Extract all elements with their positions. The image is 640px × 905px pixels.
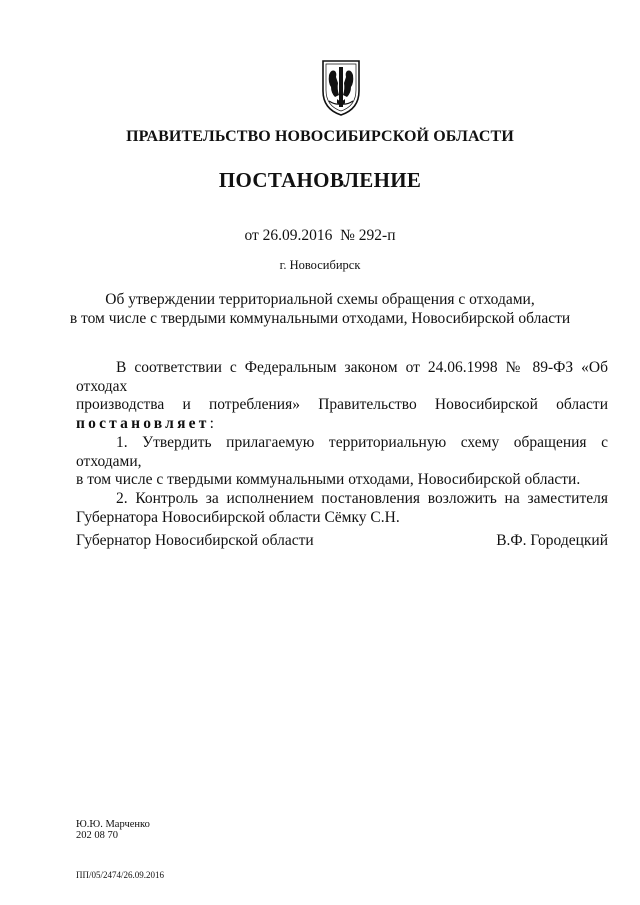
- paragraph-preamble-line-1: В соответствии с Федеральным законом от 24.06.1998 № 89-ФЗ «Об отходах: [76, 359, 608, 395]
- registry-code: ПП/05/2474/26.09.2016: [76, 870, 165, 880]
- paragraph-item-2-line-2: Губернатора Новосибирской области Сёмку С.Н.: [76, 508, 400, 526]
- coat-of-arms-icon: [317, 57, 365, 117]
- document-body: [76, 359, 608, 527]
- document-city: г. Новосибирск: [279, 258, 361, 272]
- paragraph-decree: [76, 415, 608, 434]
- document-date-number: от 26.09.2016 № 292-п: [244, 227, 396, 244]
- executor-phone: 202 08 70: [76, 830, 118, 841]
- subject-line-2: в том числе с твердыми коммунальными отходами, Новосибирской области: [69, 310, 571, 327]
- signatory-name: В.Ф. Городецкий: [496, 532, 608, 549]
- paragraph-item-1-line-1: 1. Утвердить прилагаемую территориальную схему обращения с отходами,: [76, 433, 608, 470]
- paragraph-item-1-line-2: в том числе с твердыми коммунальными отходами, Новосибирской области.: [76, 471, 581, 489]
- decree-word: постановляет: [76, 415, 210, 433]
- signatory-position: Губернатор Новосибирской области: [76, 532, 314, 549]
- paragraph-preamble-line-2: производства и потребления» Правительство Новосибирской области: [76, 396, 608, 414]
- subject-line-1: Об утверждении территориальной схемы обращения с отходами,: [105, 291, 535, 308]
- document-type: ПОСТАНОВЛЕНИЕ: [218, 168, 422, 192]
- government-name: ПРАВИТЕЛЬСТВО НОВОСИБИРСКОЙ ОБЛАСТИ: [126, 128, 514, 145]
- decree-colon: :: [209, 415, 214, 433]
- paragraph-item-2-line-1: 2. Контроль за исполнением постановления возложить на заместителя: [116, 489, 608, 507]
- document-subject: [0, 290, 640, 328]
- executor-name: Ю.Ю. Марченко: [76, 819, 150, 830]
